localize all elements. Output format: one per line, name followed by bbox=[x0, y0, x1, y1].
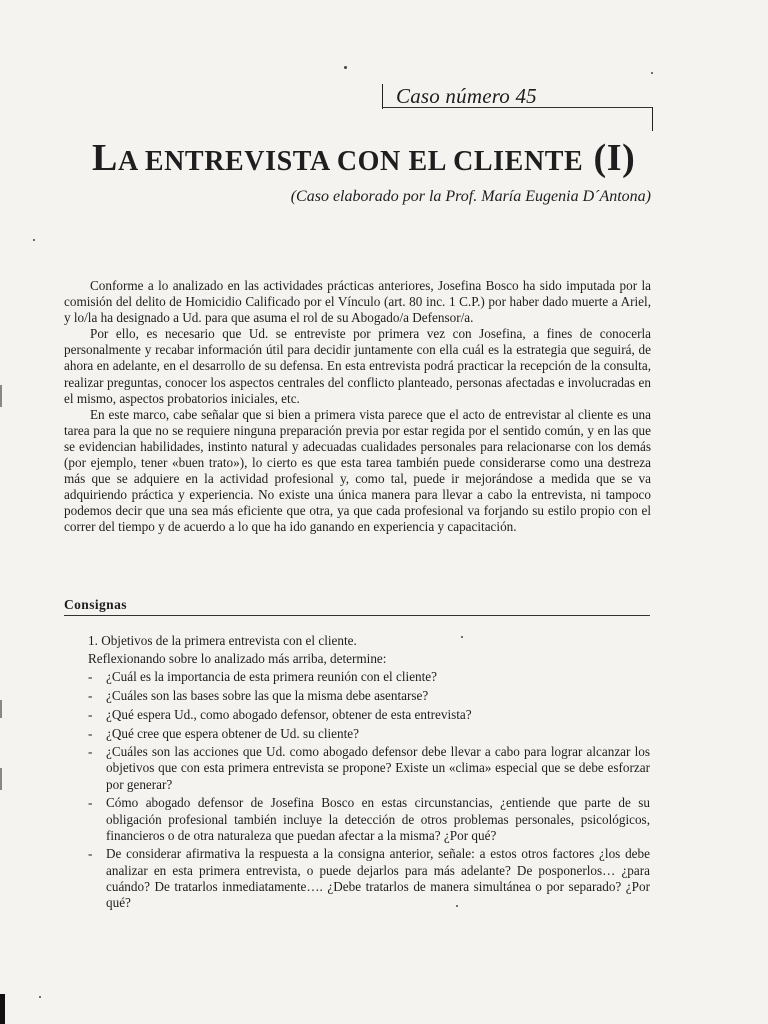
list-item: - ¿Cuáles son las bases sobre las que la misma debe asentarse? bbox=[88, 688, 650, 704]
scan-speck bbox=[651, 72, 653, 74]
page-title bbox=[92, 136, 692, 180]
list-item: - Cómo abogado defensor de Josefina Bosco en estas circunstancias, ¿entiende que parte de su obligación profesional también incluye la detección de otros problemas personales, psicológicos, financieros o de otra naturaleza que puedan afectar a la misma? ¿Por qué? bbox=[88, 795, 650, 844]
section-divider bbox=[64, 615, 650, 616]
case-header-right-bar bbox=[652, 107, 653, 131]
paragraph: Conforme a lo analizado en las actividades prácticas anteriores, Josefina Bosco ha sido imputada por la comisión del delito de Homicidio Calificado por el Vínculo (art. 80 inc. 1 C.P.) por haber dado muerte a Ariel, y lo/la ha designado a Ud. para que asuma el rol de su Abogado/a Defensor/a. bbox=[64, 278, 651, 326]
list-item: - ¿Qué espera Ud., como abogado defensor, obtener de esta entrevista? bbox=[88, 707, 650, 723]
case-number-label: Caso número 45 bbox=[396, 84, 537, 108]
scan-speck bbox=[39, 996, 41, 998]
scan-speck bbox=[456, 905, 458, 907]
paragraph: Por ello, es necesario que Ud. se entreviste por primera vez con Josefina, a fines de conocerla personalmente y recabar información útil para decidir juntamente con ella cuál es la estrategia que seguirá, de ahora en adelante, en el desarrollo de su defensa. En esta entrevista podrá practicar la recepción de la consulta, realizar preguntas, conocer los aspectos centrales del conflicto planteado, personas afectadas e involucradas en el mismo, aspectos probatorios iniciales, etc. bbox=[64, 326, 651, 406]
list-item: - De considerar afirmativa la respuesta a la consigna anterior, señale: a estos otros factores ¿los debe analizar en esta primera entrevista, o puede dejarlos para más adelante? De posponerlos… ¿para cuándo? De tratarlos inmediatamente…. ¿Debe tratarlos de manera simultánea o por separado? ¿Por qué? bbox=[88, 846, 650, 911]
consignas-section bbox=[88, 633, 650, 914]
scan-speck bbox=[344, 66, 347, 69]
case-header-left-bar bbox=[382, 84, 383, 109]
item-title: 1. Objetivos de la primera entrevista con el cliente. bbox=[88, 633, 357, 648]
list-item: - ¿Qué cree que espera obtener de Ud. su cliente? bbox=[88, 726, 650, 742]
scan-edge-mark bbox=[0, 700, 2, 718]
scan-edge-mark bbox=[0, 768, 2, 790]
list-item: - ¿Cuáles son las acciones que Ud. como abogado defensor debe llevar a cabo para lograr alcanzar los objetivos que con esta primera entrevista se propone? Existe un «clima» especial que se debe esforzar por generar? bbox=[88, 744, 650, 793]
title-rest: A ENTREVISTA CON EL CLIENTE bbox=[117, 146, 584, 177]
list-item: - ¿Cuál es la importancia de esta primera reunión con el cliente? bbox=[88, 669, 650, 685]
scan-speck bbox=[33, 239, 35, 241]
scan-speck bbox=[461, 636, 463, 638]
scan-edge-mark bbox=[0, 994, 5, 1024]
paragraph: En este marco, cabe señalar que si bien a primera vista parece que el acto de entrevistar al cliente es una tarea para la que no se requiere ninguna preparación previa por estar regida por el sentido común, y en las que se evidencian habilidades, instinto natural y adecuadas cualidades personales para relacionarse con los demás (por ejemplo, tener «buen trato»), lo cierto es que esta tarea también puede considerarse como una destreza más que se adquiere en la actividad profesional y, como tal, puede ir mejorándose a medida que se va adquiriendo práctica y experiencia. No existe una única manera para llevar a cabo la entrevista, ni tampoco podemos decir que una sea más eficiente que otra, ya que cada profesional va forjando su estilo propio con el correr del tiempo y de acuerdo a lo que ha ido ganando en experiencia y capacitación. bbox=[64, 406, 651, 535]
title-suffix: (I) bbox=[593, 137, 636, 179]
item-intro: Reflexionando sobre lo analizado más arriba, determine: bbox=[88, 651, 387, 667]
question-list bbox=[88, 669, 650, 911]
scan-edge-mark bbox=[0, 385, 2, 407]
introduction bbox=[64, 278, 651, 536]
author-credit: (Caso elaborado por la Prof. María Eugenia D´Antona) bbox=[290, 188, 651, 205]
title-initial: L bbox=[92, 137, 118, 179]
section-heading: Consignas bbox=[64, 597, 127, 612]
